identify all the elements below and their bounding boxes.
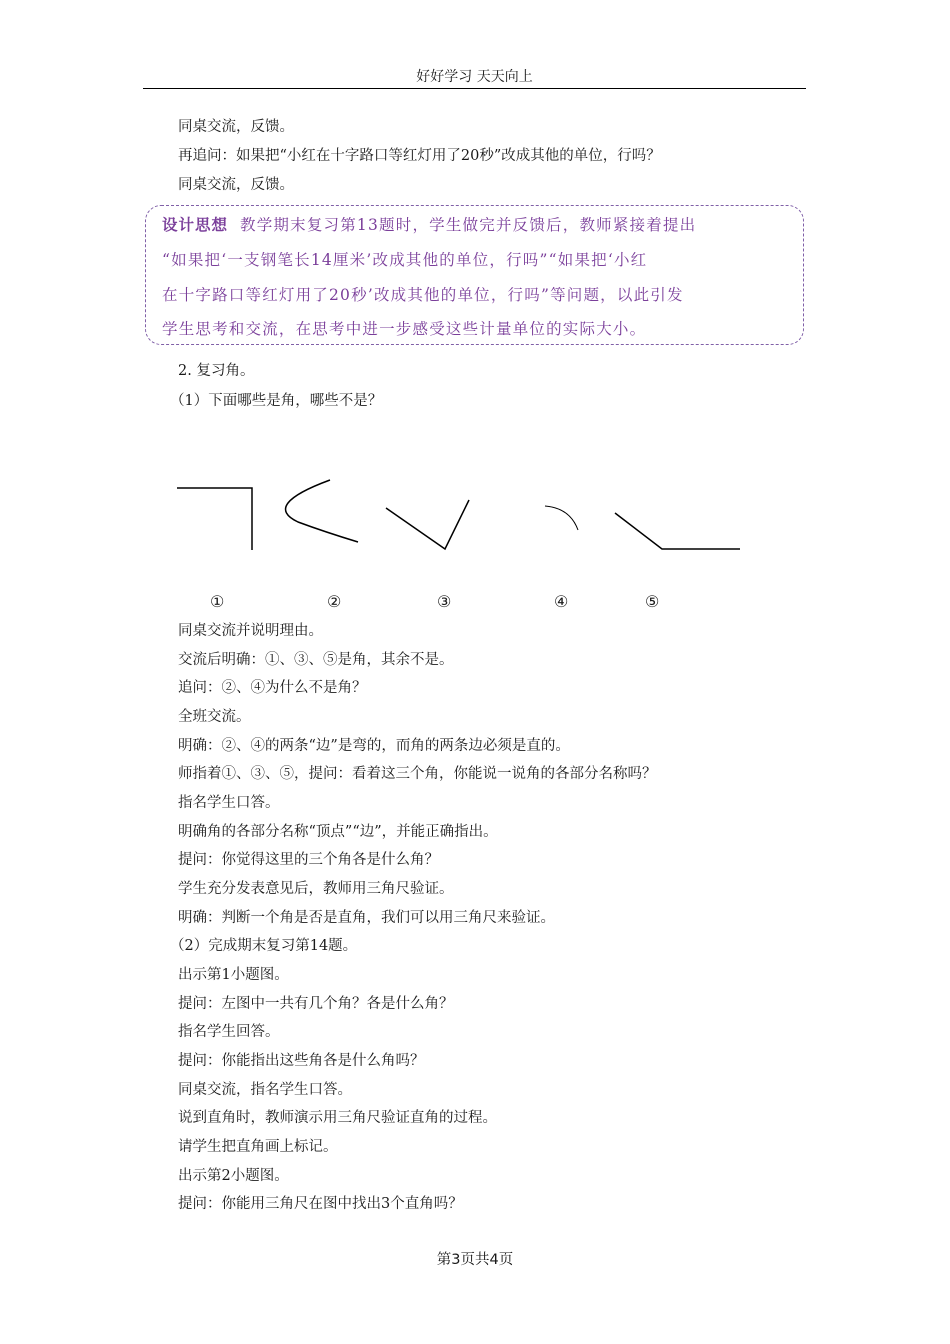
design-title: 设计思想 <box>162 216 229 234</box>
text-line: 出示第2小题图。 <box>178 1168 289 1184</box>
section-question: （1）下面哪些是角，哪些不是？ <box>170 393 383 409</box>
text-line: 明确：判断一个角是否是直角，我们可以用三角尺来验证。 <box>178 910 555 926</box>
design-line-1 <box>162 214 787 236</box>
text-line: 同桌交流，反馈。 <box>178 119 294 135</box>
text-line: 明确角的各部分名称“顶点”“边”，并能正确指出。 <box>178 824 498 840</box>
text-line: 追问：②、④为什么不是角？ <box>178 680 367 696</box>
angle-figure-2 <box>286 480 358 542</box>
angle-label-5: ⑤ <box>645 592 660 611</box>
text-line: 指名学生回答。 <box>178 1024 280 1040</box>
text-line: 提问：你能用三角尺在图中找出3个直角吗？ <box>178 1196 463 1212</box>
page-footer: 第3页共4页 <box>436 1252 514 1268</box>
text-line: 指名学生口答。 <box>178 795 280 811</box>
design-text: 教学期末复习第13题时，学生做完并反馈后，教师紧接着提出 <box>240 216 697 234</box>
angle-label-4: ④ <box>554 592 569 611</box>
text-line: 请学生把直角画上标记。 <box>178 1139 338 1155</box>
text-line: 提问：你能指出这些角各是什么角吗？ <box>178 1053 425 1069</box>
page-header: 好好学习 天天向上 <box>416 69 533 85</box>
angle-figure-5 <box>615 513 740 549</box>
angle-figures <box>170 470 750 570</box>
text-line: 提问：你觉得这里的三个角各是什么角？ <box>178 852 439 868</box>
text-line: 交流后明确：①、③、⑤是角，其余不是。 <box>178 652 454 668</box>
text-line: 说到直角时，教师演示用三角尺验证直角的过程。 <box>178 1110 497 1126</box>
design-line-2: “如果把‘一支钢笔长14厘米’改成其他的单位，行吗”“如果把‘小红 <box>162 251 648 269</box>
text-line: 全班交流。 <box>178 709 251 725</box>
text-line: 出示第1小题图。 <box>178 967 289 983</box>
design-line-4: 学生思考和交流，在思考中进一步感受这些计量单位的实际大小。 <box>162 320 647 338</box>
angle-label-1: ① <box>210 592 225 611</box>
text-line: 提问：左图中一共有几个角？各是什么角？ <box>178 996 454 1012</box>
text-line: 同桌交流并说明理由。 <box>178 623 323 639</box>
text-line: 师指着①、③、⑤，提问：看着这三个角，你能说一说角的各部分名称吗？ <box>178 766 657 782</box>
text-line: （2）完成期末复习第14题。 <box>170 938 358 954</box>
text-line: 学生充分发表意见后，教师用三角尺验证。 <box>178 881 454 897</box>
text-line: 同桌交流，指名学生口答。 <box>178 1082 352 1098</box>
angle-label-3: ③ <box>437 592 452 611</box>
design-line-3: 在十字路口等红灯用了20秒’改成其他的单位，行吗”等问题，以此引发 <box>162 286 684 304</box>
angle-figure-1 <box>177 488 252 550</box>
angle-figure-4 <box>545 506 578 530</box>
text-line: 同桌交流，反馈。 <box>178 177 294 193</box>
header-rule <box>143 88 806 89</box>
text-line: 再追问：如果把“小红在十字路口等红灯用了20秒”改成其他的单位，行吗？ <box>178 148 661 164</box>
text-line: 明确：②、④的两条“边”是弯的，而角的两条边必须是直的。 <box>178 738 570 754</box>
angle-label-2: ② <box>327 592 342 611</box>
angle-figure-3 <box>386 500 469 549</box>
section-heading: 2. 复习角。 <box>178 363 255 379</box>
